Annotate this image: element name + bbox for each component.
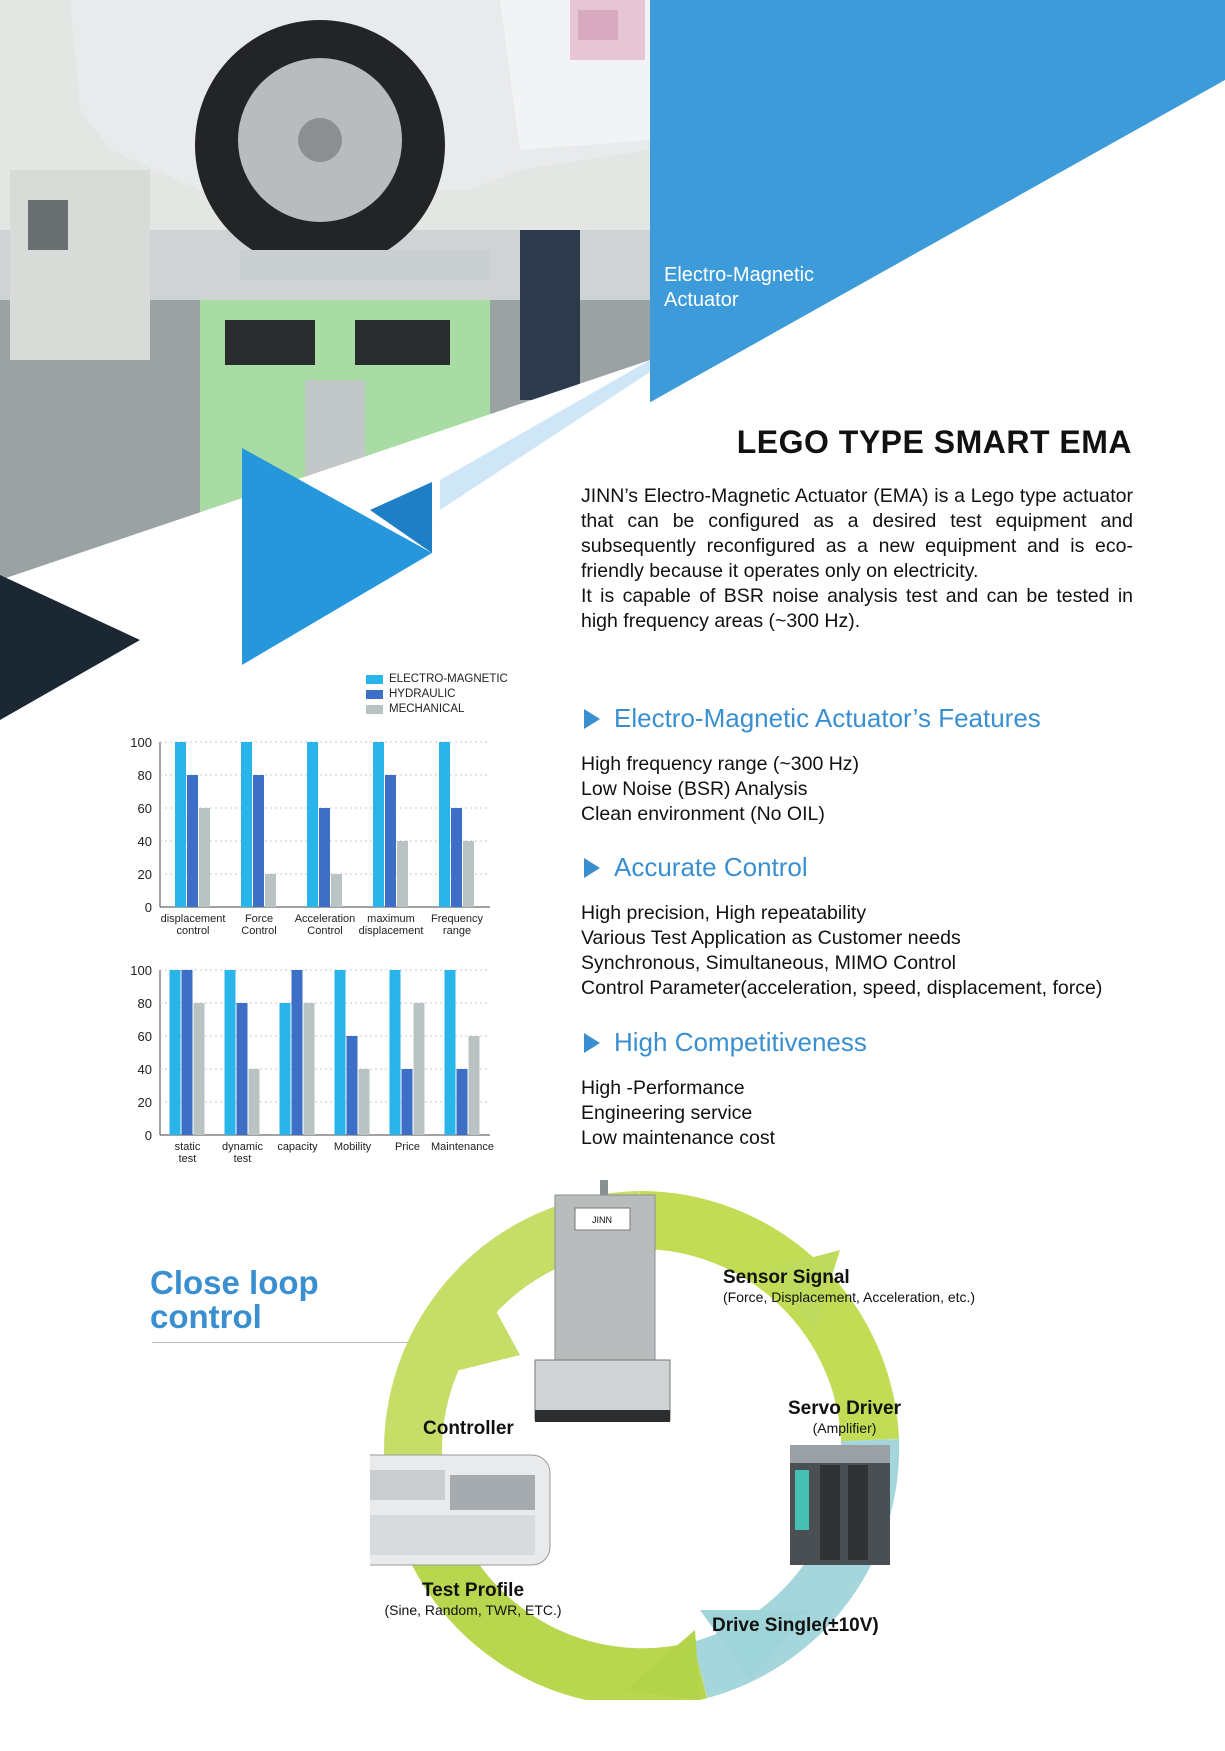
y-tick-label: 40 <box>137 834 152 849</box>
bar <box>414 1003 425 1135</box>
bar <box>335 970 346 1135</box>
triangle-bullet-icon <box>584 709 600 729</box>
legend-swatch <box>366 690 383 699</box>
bar <box>265 874 276 907</box>
y-tick-label: 20 <box>137 1095 152 1110</box>
bar <box>241 742 252 907</box>
sensor-signal-sub: (Force, Displacement, Acceleration, etc.) <box>723 1289 976 1305</box>
x-tick-label: test <box>178 1153 197 1165</box>
bar <box>319 808 330 907</box>
page-title: LEGO TYPE SMART EMA <box>736 424 1132 460</box>
bar <box>445 970 456 1135</box>
x-tick-label: displacement <box>160 913 226 925</box>
triangle-bullet-icon <box>584 1033 600 1053</box>
bar <box>253 775 264 907</box>
test-profile-title: Test Profile <box>421 1580 525 1601</box>
servo-driver-sub: (Amplifier) <box>812 1420 877 1436</box>
hero-tagline-line2: Actuator <box>664 289 739 311</box>
section-list-competitiveness <box>581 1076 775 1151</box>
section-heading-text: Electro-Magnetic Actuator’s Features <box>614 703 1041 733</box>
servo-driver-title: Servo Driver <box>788 1398 902 1419</box>
x-tick-label: Maintenance <box>431 1141 494 1153</box>
bar <box>170 970 181 1135</box>
intro-paragraph-2: It is capable of BSR noise analysis test and can be tested in high frequency areas (~300 Hz). <box>581 585 1133 632</box>
y-tick-label: 0 <box>144 1128 152 1143</box>
intro-paragraph-1: JINN’s Electro-Magnetic Actuator (EMA) is a Lego type actuator that can be configured as a desired test equipment and subsequently reconfigured as a new equipment and is eco-friendly because it operates only on electricity. <box>581 485 1133 582</box>
bar <box>463 841 474 907</box>
section-list-accurate-control <box>581 901 1102 1001</box>
list-item: High precision, High repeatability <box>581 902 867 924</box>
bar <box>175 742 186 907</box>
section-heading-text: Accurate Control <box>614 852 808 882</box>
legend-label: ELECTRO-MAGNETIC <box>389 673 508 685</box>
x-tick-label: control <box>176 925 210 937</box>
x-tick-label: Mobility <box>333 1141 372 1153</box>
chart-legend <box>366 672 508 717</box>
x-tick-label: maximum <box>367 913 415 925</box>
close-loop-title-line2: control <box>150 1298 262 1335</box>
hero-tagline <box>664 263 814 313</box>
x-tick-label: Control <box>307 925 343 937</box>
x-tick-label: displacement <box>358 925 424 937</box>
y-tick-label: 20 <box>137 867 152 882</box>
x-tick-label: Frequency <box>431 913 483 925</box>
sensor-signal-title: Sensor Signal <box>723 1267 850 1288</box>
legend-label: MECHANICAL <box>389 703 465 715</box>
controller-label: Controller <box>423 1418 514 1439</box>
servo-driver-image <box>790 1445 890 1565</box>
legend-label: HYDRAULIC <box>389 688 456 700</box>
x-tick-label: Control <box>241 925 277 937</box>
x-tick-label: capacity <box>277 1141 318 1153</box>
section-list-features <box>581 752 859 827</box>
close-loop-title <box>150 1266 319 1334</box>
bar <box>304 1003 315 1135</box>
bar <box>225 970 236 1135</box>
list-item: Engineering service <box>581 1102 753 1124</box>
bar <box>457 1069 468 1135</box>
bar <box>397 841 408 907</box>
bar <box>359 1069 370 1135</box>
device-label: JINN <box>592 1215 612 1225</box>
bar <box>469 1036 480 1135</box>
y-tick-label: 0 <box>144 900 152 915</box>
bar <box>249 1069 260 1135</box>
x-tick-label: Price <box>394 1141 421 1153</box>
actuator-device-image <box>535 1180 670 1422</box>
bar <box>307 742 318 907</box>
legend-item <box>366 687 508 702</box>
controller-image <box>370 1455 550 1565</box>
bar <box>347 1036 358 1135</box>
bar <box>402 1069 413 1135</box>
list-item: Low Noise (BSR) Analysis <box>581 778 808 800</box>
bar <box>292 970 303 1135</box>
list-item: Various Test Application as Customer needs <box>581 927 961 949</box>
bar <box>390 970 401 1135</box>
x-tick-label: Force <box>244 913 274 925</box>
section-heading-text: High Competitiveness <box>614 1027 867 1057</box>
x-tick-label: static <box>174 1141 201 1153</box>
hero-tagline-line1: Electro-Magnetic <box>664 264 815 286</box>
test-profile-sub: (Sine, Random, TWR, ETC.) <box>384 1602 562 1618</box>
bar <box>199 808 210 907</box>
y-tick-label: 100 <box>130 963 152 978</box>
legend-item <box>366 702 508 717</box>
bar <box>187 775 198 907</box>
bar <box>331 874 342 907</box>
list-item: Synchronous, Simultaneous, MIMO Control <box>581 952 956 974</box>
section-heading-accurate-control <box>584 852 808 883</box>
bar <box>194 1003 205 1135</box>
bar <box>373 742 384 907</box>
list-item: Control Parameter(acceleration, speed, displacement, force) <box>581 977 1103 999</box>
bar-chart-control <box>120 725 500 945</box>
test-profile-label <box>378 1580 568 1618</box>
servo-driver-label <box>788 1398 901 1436</box>
bar <box>182 970 193 1135</box>
y-tick-label: 80 <box>137 768 152 783</box>
y-tick-label: 40 <box>137 1062 152 1077</box>
drive-signal-label: Drive Single(±10V) <box>712 1615 879 1636</box>
y-tick-label: 100 <box>130 735 152 750</box>
legend-swatch <box>366 675 383 684</box>
x-tick-label: Acceleration <box>294 913 356 925</box>
close-loop-title-line1: Close loop <box>150 1264 319 1301</box>
y-tick-label: 60 <box>137 801 152 816</box>
list-item: Clean environment (No OIL) <box>581 803 825 825</box>
bar <box>451 808 462 907</box>
triangle-bullet-icon <box>584 858 600 878</box>
bar <box>385 775 396 907</box>
bar <box>280 1003 291 1135</box>
bar <box>439 742 450 907</box>
y-tick-label: 60 <box>137 1029 152 1044</box>
bar <box>237 1003 248 1135</box>
y-tick-label: 80 <box>137 996 152 1011</box>
list-item: High frequency range (~300 Hz) <box>581 753 860 775</box>
legend-swatch <box>366 705 383 714</box>
x-tick-label: dynamic <box>222 1141 263 1153</box>
legend-item <box>366 672 508 687</box>
sensor-signal-label <box>723 1267 975 1305</box>
list-item: High -Performance <box>581 1077 745 1099</box>
x-tick-label: range <box>442 925 472 937</box>
list-item: Low maintenance cost <box>581 1127 776 1149</box>
x-tick-label: test <box>233 1153 252 1165</box>
section-heading-features <box>584 703 1041 734</box>
section-heading-competitiveness <box>584 1027 867 1058</box>
bar-chart-competitiveness <box>120 953 500 1173</box>
intro-text <box>581 484 1133 634</box>
